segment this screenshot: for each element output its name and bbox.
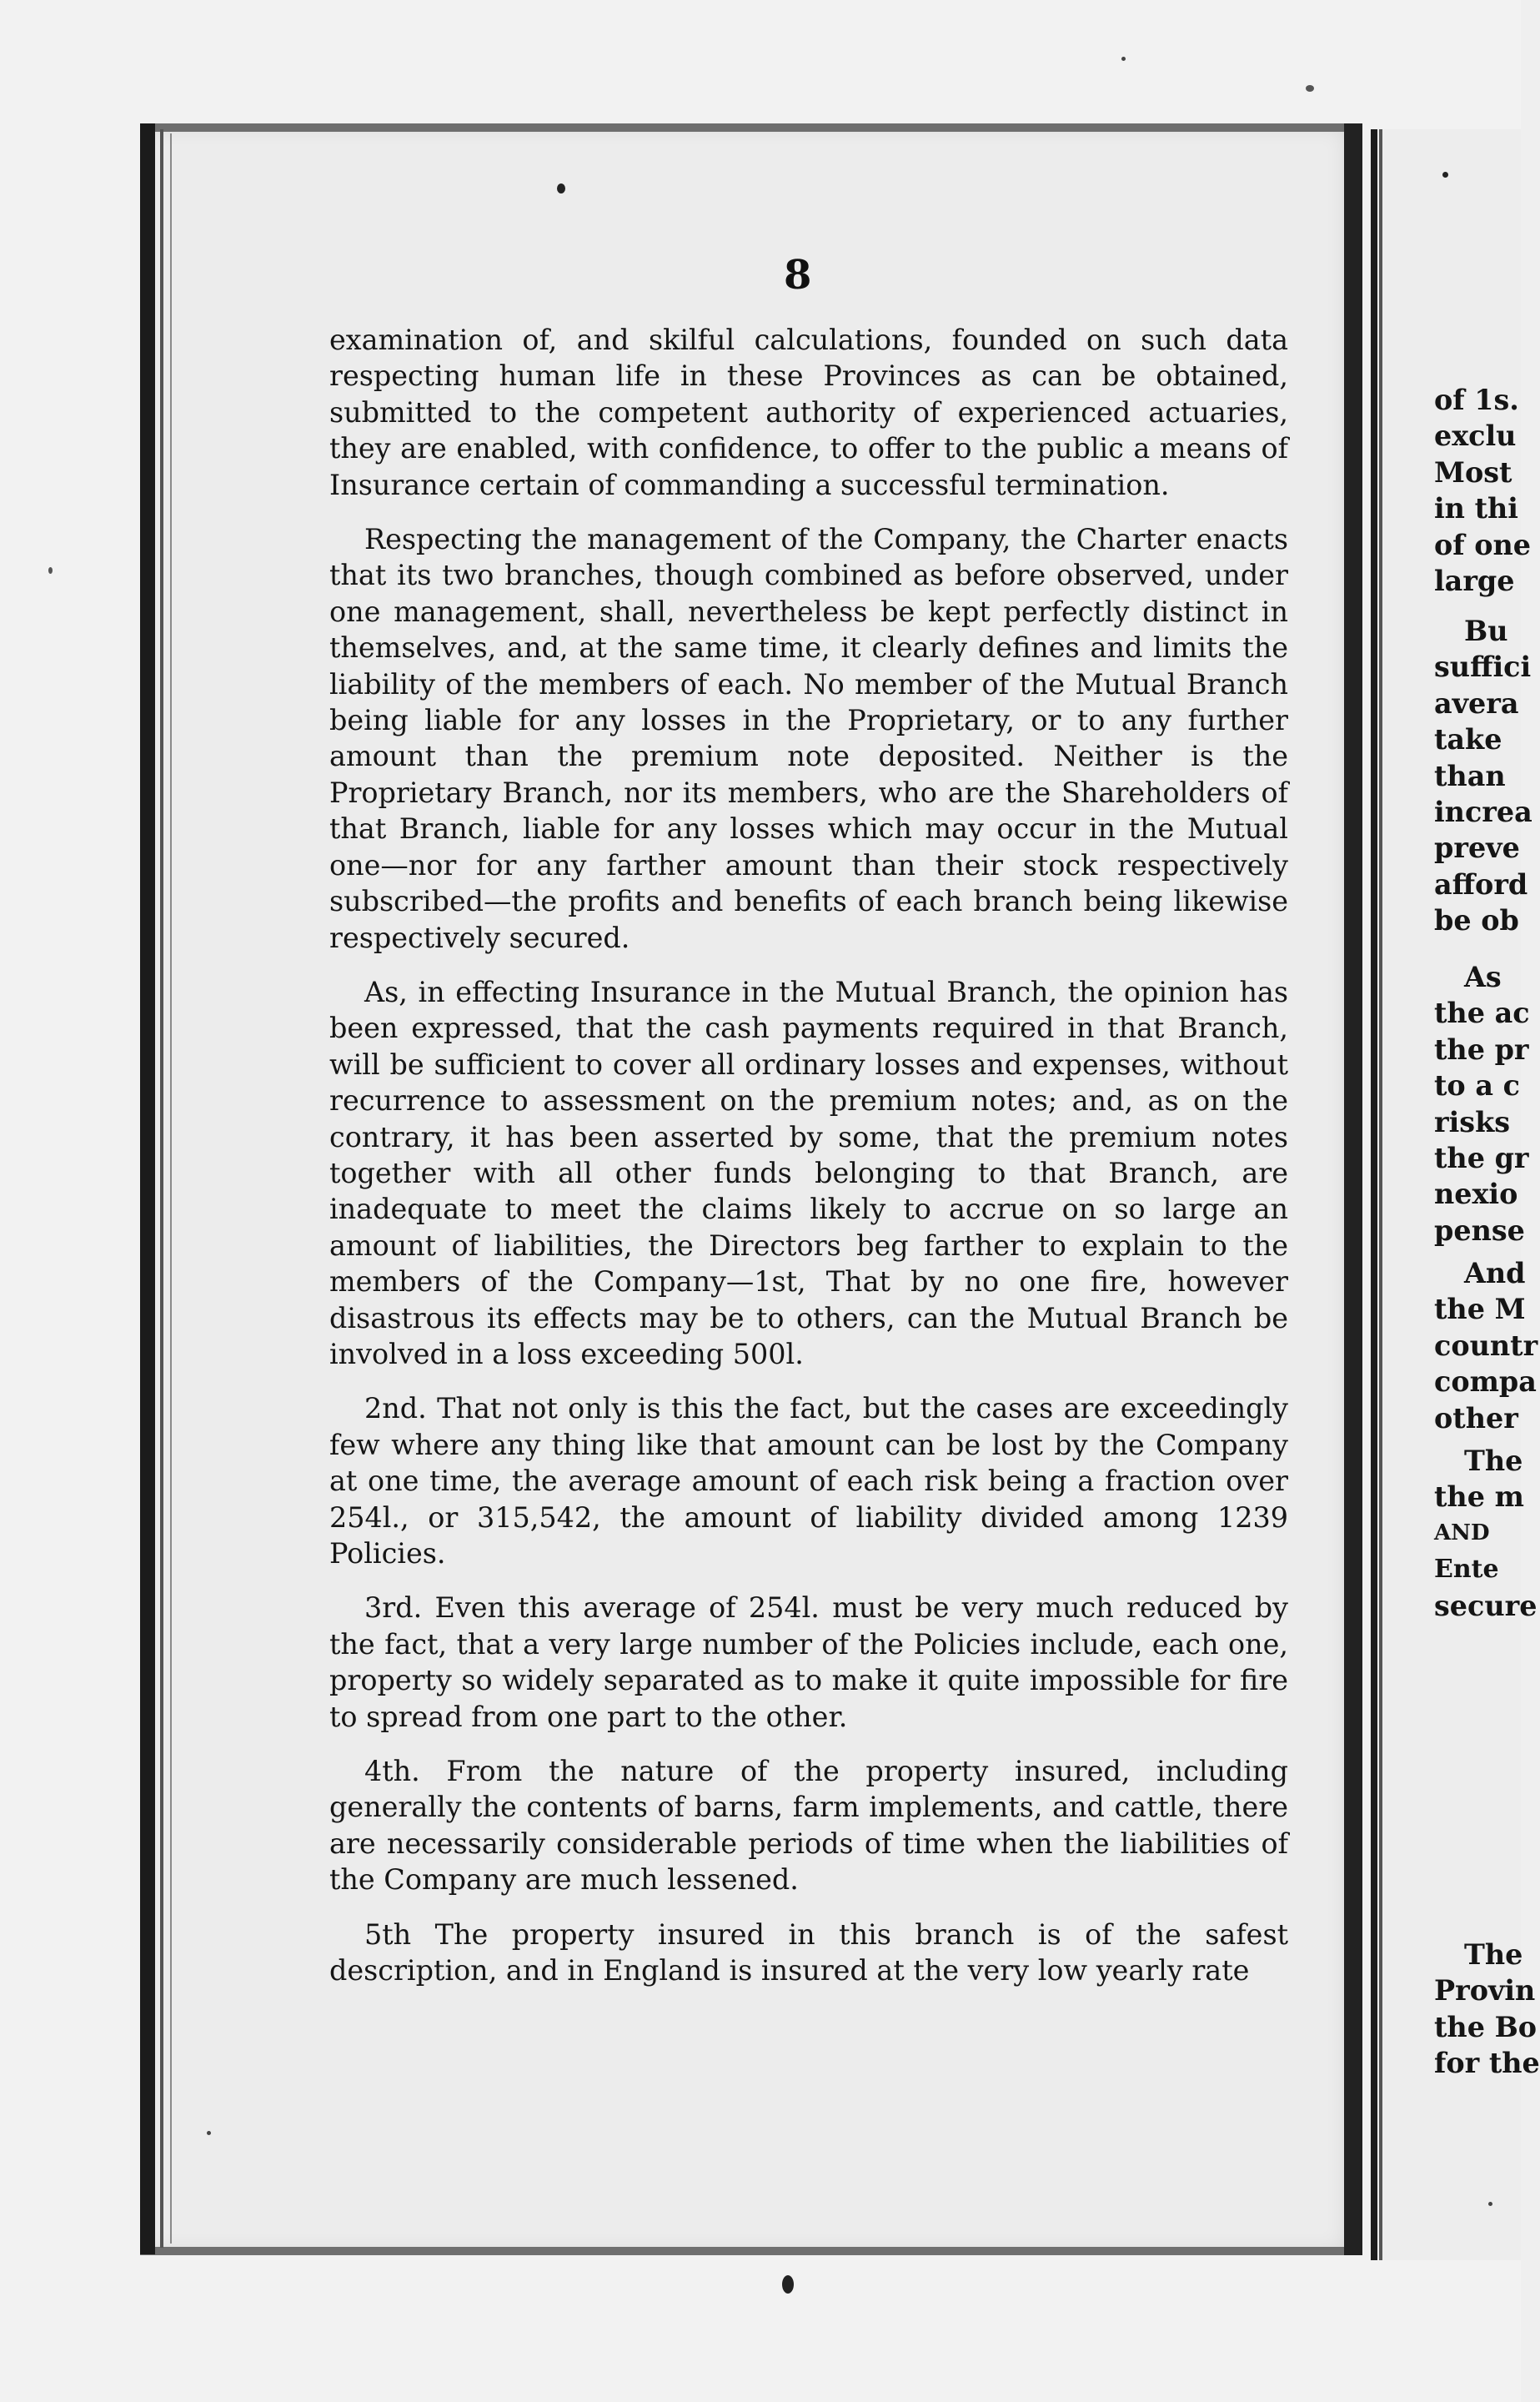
paragraph-1: examination of, and skilful calculations, founded on such data respecting human life in these Provinces as can be obtained, submitted to the competent authority of experienced actuaries, they are enabled, with confidence, to offer to the public a means of Insurance certain of commanding a successful termination. [329, 324, 1288, 501]
adjacent-page-text [1434, 959, 1530, 1249]
adjacent-line: of one [1434, 528, 1532, 561]
adjacent-page-edge-inner [1379, 129, 1382, 2260]
paragraph-3: As, in effecting Insurance in the Mutual Branch, the opinion has been expressed, that the cash payments required in that Branch, will be sufficient to cover all ordinary losses and expenses, without recurrence to assessment on the premium notes; and, as on the contrary, it has been asserted by some, that the premium notes together with all other funds belonging to that Branch, are inadequate to meet the claims likely to accrue on so large an amount of liabilities, the Directors beg farther to explain to the members of the Company—1st, That by no one fire, however disastrous its effects may be to others, can the Mutual Branch be involved in a loss exceeding 500l. [329, 975, 1288, 1370]
adjacent-line: of 1s. [1434, 384, 1519, 416]
adjacent-page-text [1434, 1443, 1537, 1624]
paragraph-4: 2nd. That not only is this the fact, but the cases are exceedingly few where any thing like that amount can be lost by the Company at one time, the average amount of each risk being a fraction over 254l., or 315,542, the amount of liability divided among 1239 Policies. [329, 1392, 1288, 1570]
adjacent-line: increa [1434, 796, 1532, 829]
adjacent-line: the gr [1434, 1142, 1529, 1175]
adjacent-line: suffici [1434, 651, 1532, 684]
ink-speck [207, 2131, 211, 2135]
adjacent-page-text [1434, 613, 1532, 939]
page-edge-left-inner2 [170, 133, 172, 2244]
ink-speck [1306, 85, 1314, 92]
adjacent-line: the ac [1434, 997, 1530, 1030]
adjacent-page-text [1434, 1255, 1538, 1436]
adjacent-line: avera [1434, 686, 1519, 720]
ink-speck [1442, 172, 1448, 178]
adjacent-line: than [1434, 759, 1506, 792]
ink-speck [782, 2275, 794, 2294]
adjacent-page-text [1434, 382, 1532, 599]
adjacent-line: the m [1434, 1480, 1524, 1514]
page-number: 8 [784, 252, 812, 299]
page-gutter [1344, 123, 1362, 2255]
ink-speck [557, 183, 565, 193]
adjacent-line: preve [1434, 832, 1520, 865]
adjacent-line: for the [1434, 2047, 1540, 2080]
adjacent-line: The [1464, 1445, 1523, 1477]
adjacent-line: afford [1434, 867, 1528, 901]
adjacent-line: pense [1434, 1214, 1525, 1247]
adjacent-line: the M [1434, 1293, 1526, 1326]
adjacent-line: AND [1434, 1520, 1490, 1545]
adjacent-line: countr [1434, 1329, 1538, 1362]
adjacent-line: And [1464, 1257, 1526, 1289]
ink-speck [1488, 2202, 1492, 2206]
ink-speck [48, 567, 53, 574]
adjacent-line: large [1434, 565, 1515, 598]
page-edge-bottom [140, 2247, 1349, 2255]
adjacent-line: Most [1434, 455, 1512, 489]
page-edge-top [140, 123, 1349, 132]
adjacent-line: to a c [1434, 1069, 1520, 1103]
adjacent-line: As [1464, 961, 1502, 993]
adjacent-line: other [1434, 1401, 1518, 1435]
paragraph-2: Respecting the management of the Company, the Charter enacts that its two branches, though combined as before observed, under one management, shall, nevertheless be kept perfectly distinct in themselves, and, at the same time, it clearly defines and limits the liability of the members of each. No member of the Mutual Branch being liable for any losses in the Proprietary, or to any further amount than the premium note deposited. Neither is the Proprietary Branch, nor its members, who are the Shareholders of that Branch, liable for any losses which may occur in the Mutual one—nor for any farther amount than their stock respectively subscribed—the profits and benefits of each branch being likewise respectively secured. [329, 523, 1288, 954]
body-text [329, 322, 1288, 2007]
adjacent-line: the pr [1434, 1033, 1529, 1066]
adjacent-line: compa [1434, 1365, 1537, 1399]
adjacent-line: exclu [1434, 420, 1517, 453]
adjacent-page-edge [1371, 129, 1377, 2260]
paragraph-5: 3rd. Even this average of 254l. must be very much reduced by the fact, that a very large number of the Policies include, each one, property so widely separated as to make it quite impossible for fire to spread from one part to the other. [329, 1591, 1288, 1733]
adjacent-line: secure [1434, 1589, 1537, 1622]
adjacent-line: in thi [1434, 492, 1518, 525]
paragraph-7: 5th The property insured in this branch is of the safest description, and in England is insured at the very low yearly rate [329, 1917, 1288, 1987]
adjacent-line: Provin [1434, 1974, 1536, 2008]
page-edge-left [140, 123, 155, 2254]
adjacent-line: the Bo [1434, 2010, 1537, 2043]
adjacent-line: nexio [1434, 1178, 1518, 1211]
page-edge-left-inner [160, 129, 163, 2248]
adjacent-line: The [1464, 1938, 1523, 1971]
paragraph-6: 4th. From the nature of the property insured, including generally the contents of barns, farm implements, and cattle, there are necessarily considerable periods of time when the liabilities of the Company are much lessened. [329, 1755, 1288, 1897]
adjacent-line: Ente [1434, 1555, 1499, 1585]
adjacent-page-text [1434, 1937, 1540, 2082]
adjacent-line: be ob [1434, 904, 1519, 937]
adjacent-line: Bu [1464, 615, 1508, 647]
adjacent-line: take [1434, 723, 1502, 756]
adjacent-line: risks [1434, 1105, 1511, 1138]
ink-speck [1121, 57, 1126, 61]
